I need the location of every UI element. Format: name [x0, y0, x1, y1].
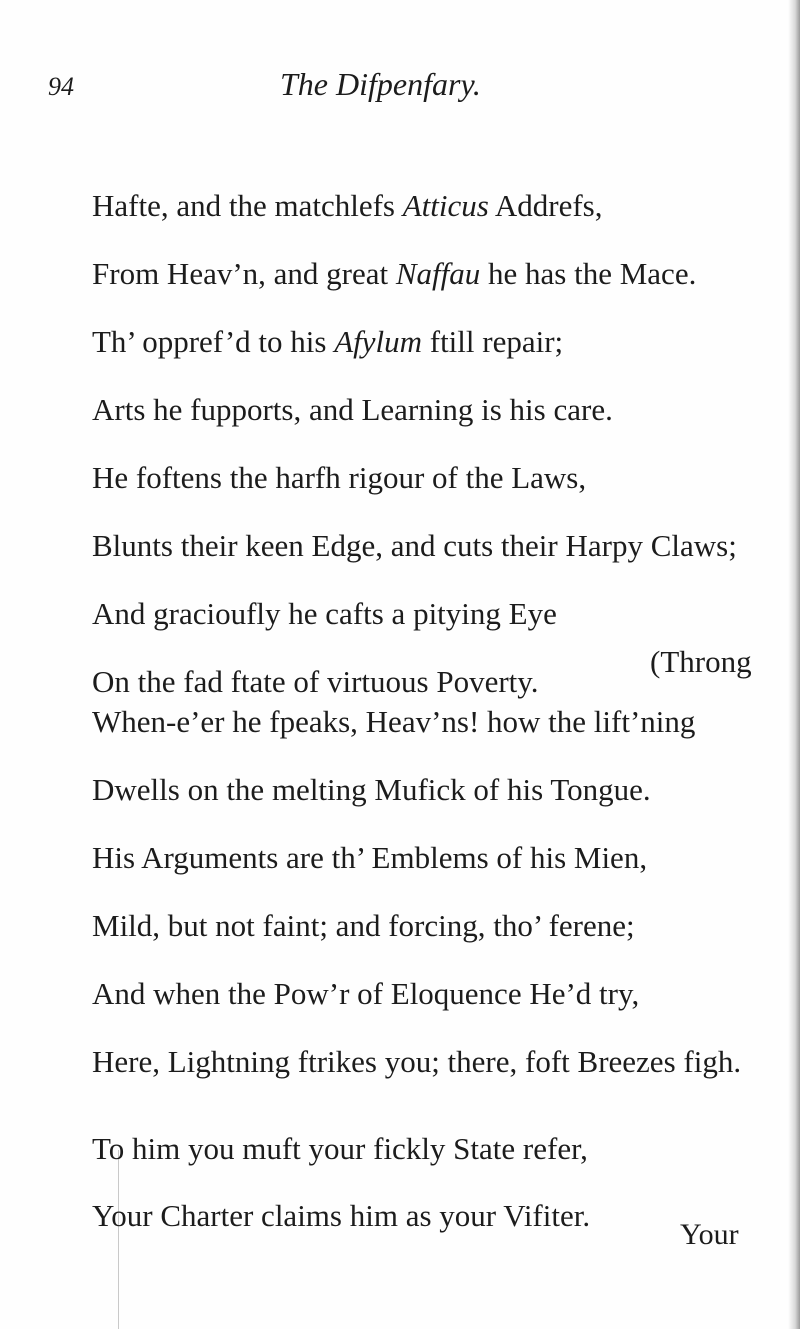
poem-line: From Heav’n, and great Naffau he has the Mace. — [92, 256, 697, 291]
poem-line: Hafte, and the matchlefs Atticus Addrefs, — [92, 188, 603, 223]
poem-line: Dwells on the melting Mufick of his Tongue. — [92, 772, 651, 807]
poem-line: And when the Pow’r of Eloquence He’d try, — [92, 976, 640, 1011]
poem-line: Th’ oppref’d to his Afylum ftill repair; — [92, 324, 564, 359]
poem-line: Mild, but not faint; and forcing, tho’ ferene; — [92, 908, 635, 943]
poem-line: Here, Lightning ftrikes you; there, foft Breezes figh. — [92, 1044, 742, 1079]
poem-line: On the fad ftate of virtuous Poverty. — [92, 664, 539, 699]
poem-line: Your Charter claims him as your Vifiter. — [92, 1198, 591, 1233]
poem-line: He foftens the harfh rigour of the Laws, — [92, 460, 587, 495]
poem-line: Arts he fupports, and Learning is his care. — [92, 392, 613, 427]
poem-line: Blunts their keen Edge, and cuts their Harpy Claws; — [92, 528, 737, 563]
turnover-word: (Throng — [650, 644, 752, 679]
gutter-line — [118, 1150, 119, 1329]
poem-line: And gracioufly he cafts a pitying Eye — [92, 596, 557, 631]
running-title: The Difpenfary. — [280, 66, 481, 102]
page-number: 94 — [48, 72, 74, 101]
poem-line: To him you muft your fickly State refer, — [92, 1131, 588, 1166]
catchword: Your — [680, 1218, 739, 1251]
poem-line: When-e’er he fpeaks, Heav’ns! how the lift’ning — [92, 704, 696, 739]
page-edge-shadow — [788, 0, 800, 1329]
poem-line: His Arguments are th’ Emblems of his Mien, — [92, 840, 648, 875]
